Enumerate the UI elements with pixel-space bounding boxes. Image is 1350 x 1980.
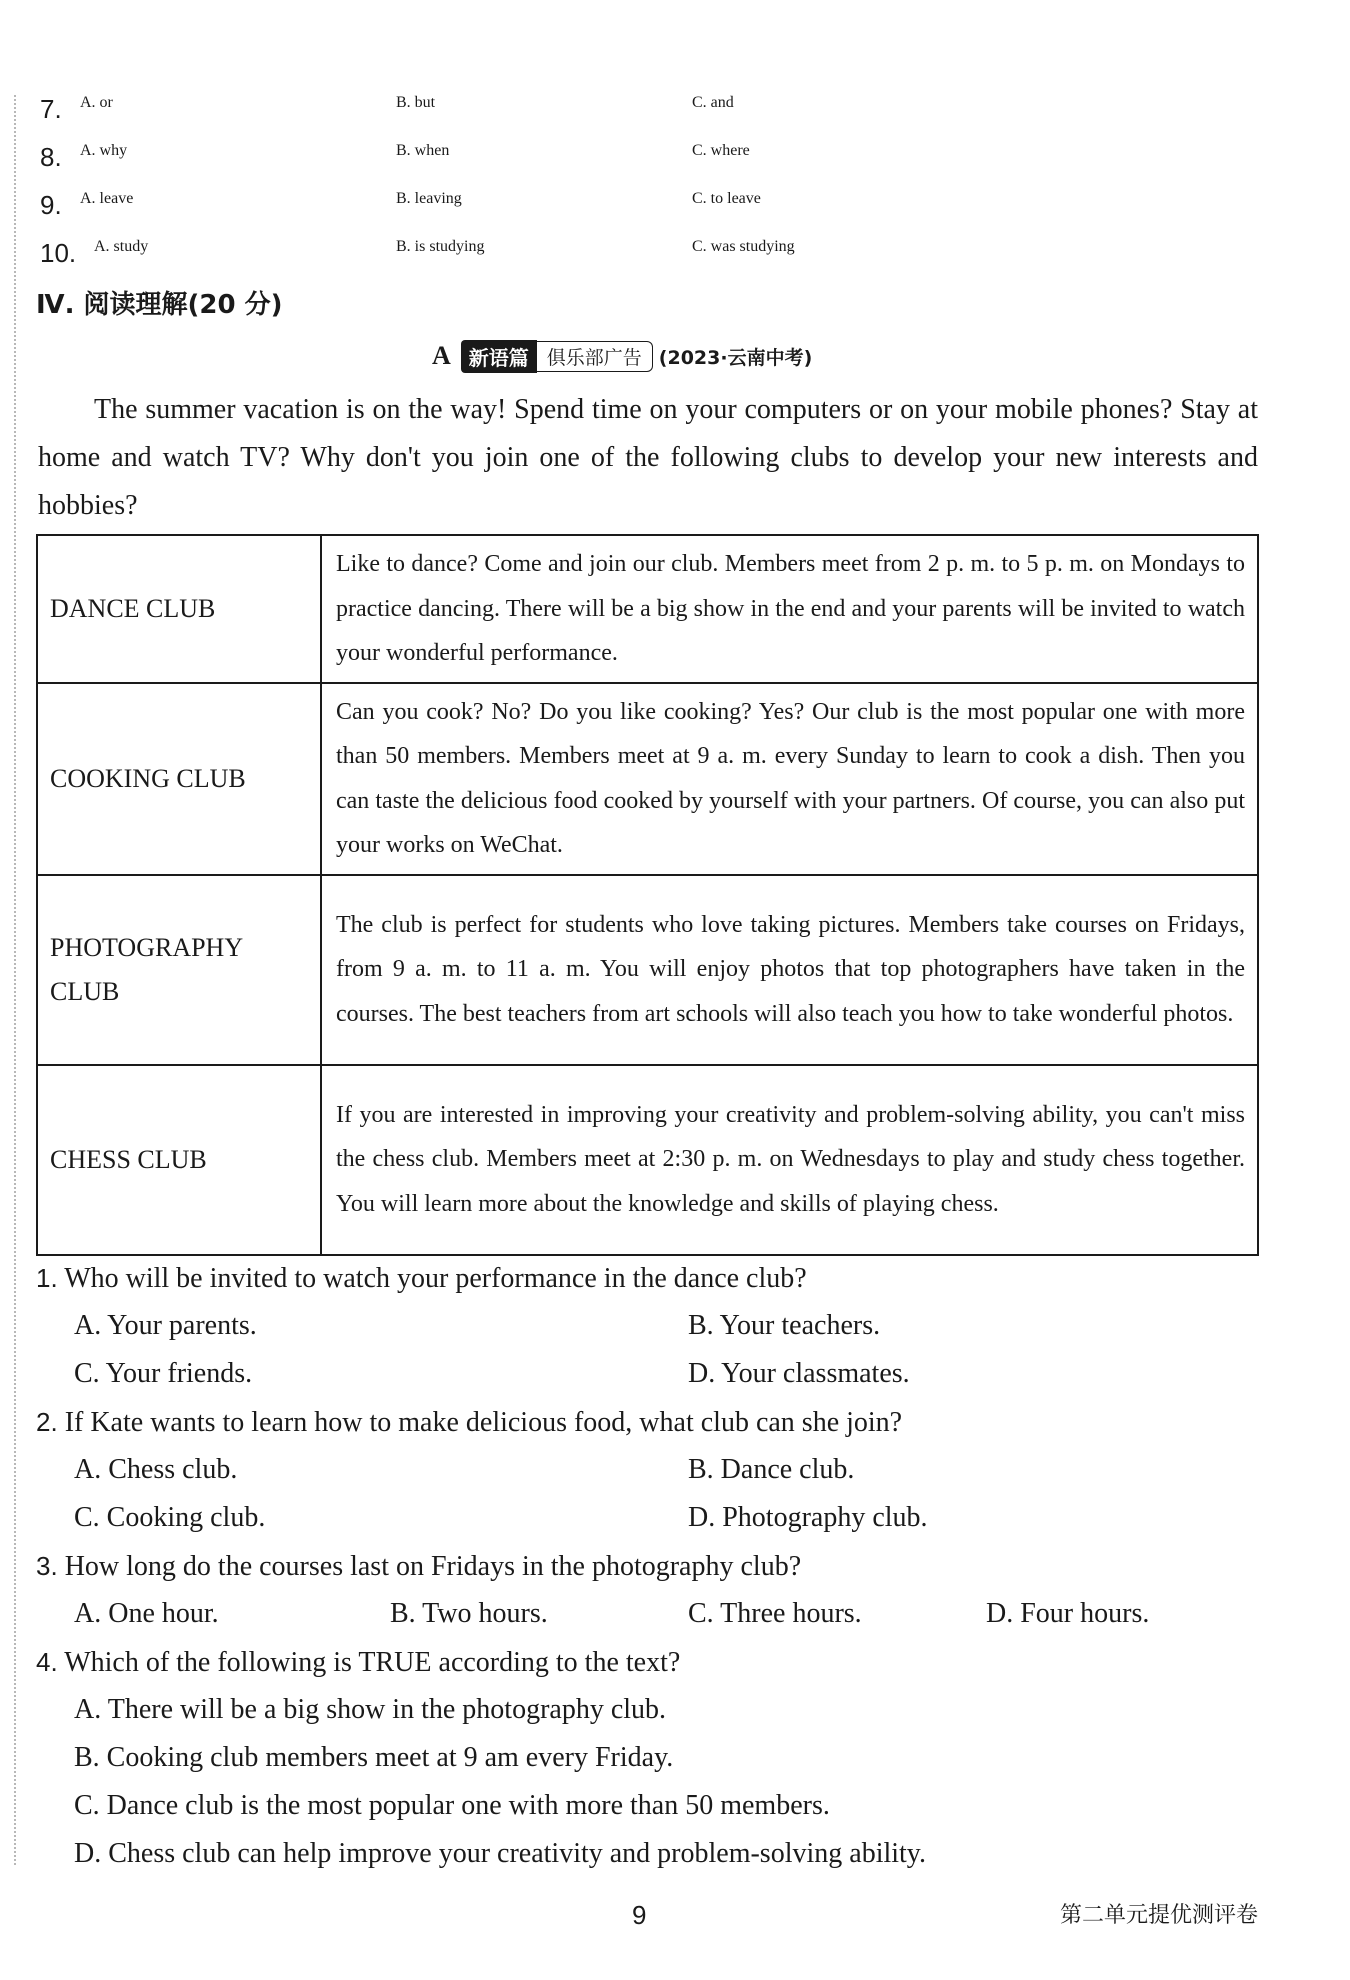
option-c: C. Your friends.	[74, 1358, 253, 1389]
club-name: COOKING CLUB	[37, 683, 321, 875]
table-row	[37, 683, 1258, 875]
question-text: Who will be invited to watch your performance in the dance club?	[64, 1263, 807, 1294]
club-description: Like to dance? Come and join our club. Members meet from 2 p. m. to 5 p. m. on Mondays to practice dancing. There will be a big show in the end and your parents will be invited to watch your wonderful performance.	[321, 535, 1258, 683]
section-heading: Ⅳ. 阅读理解(20 分)	[36, 290, 283, 320]
table-row	[37, 535, 1258, 683]
option-b: B. Dance club.	[688, 1454, 855, 1485]
option-b: B. Two hours.	[390, 1598, 548, 1629]
passage-tag-type: 俱乐部广告	[537, 341, 653, 372]
option-b: B. Cooking club members meet at 9 am every Friday.	[74, 1742, 674, 1773]
option-c: C. was studying	[692, 238, 795, 255]
question-text: If Kate wants to learn how to make delicious food, what club can she join?	[64, 1407, 903, 1438]
option-a: A. Chess club.	[74, 1454, 238, 1485]
club-description: The club is perfect for students who love taking pictures. Members take courses on Fridays, from 9 a. m. to 11 a. m. You will enjoy photos that top photographers have taken in the courses. The best teachers from art schools will also teach you how to take wonderful photos.	[321, 875, 1258, 1065]
question-number: 8.	[40, 142, 62, 172]
option-d: D. Four hours.	[986, 1598, 1150, 1629]
page-number: 9	[632, 1900, 647, 1930]
passage-intro	[38, 386, 1258, 530]
option-d: D. Photography club.	[688, 1502, 928, 1533]
question-number: 10.	[40, 238, 77, 268]
option-c: C. Dance club is the most popular one with more than 50 members.	[74, 1790, 830, 1821]
passage-tag-new: 新语篇	[461, 340, 537, 373]
option-row-9	[40, 190, 1300, 230]
club-description: Can you cook? No? Do you like cooking? Yes? Our club is the most popular one with more than 50 members. Members meet at 9 a. m. every Sunday to learn to cook a dish. Then you can taste the delicious food cooked by yourself with your partners. Of course, you can also put your works on WeChat.	[321, 683, 1258, 875]
margin-dotted-line	[14, 95, 16, 1865]
option-a: A. why	[80, 142, 128, 159]
intro-text: The summer vacation is on the way! Spend time on your computers or on your mobile phones? Stay at home and watch TV? Why don't you join one of the following clubs to develop your new interests and hobbies?	[38, 394, 1258, 521]
option-c: C. Three hours.	[688, 1598, 862, 1629]
question-3	[36, 1546, 801, 1587]
option-b: B. Your teachers.	[688, 1310, 881, 1341]
option-row-7	[40, 94, 1300, 134]
option-a: A. or	[80, 94, 113, 111]
question-number: 4.	[36, 1647, 58, 1677]
option-a: A. One hour.	[74, 1598, 219, 1629]
question-number: 3.	[36, 1551, 58, 1581]
question-1	[36, 1258, 807, 1299]
table-row	[37, 875, 1258, 1065]
question-text: How long do the courses last on Fridays in the photography club?	[64, 1551, 802, 1582]
option-a: A. leave	[80, 190, 134, 207]
clubs-table	[36, 534, 1259, 1256]
table-row	[37, 1065, 1258, 1255]
option-b: B. is studying	[396, 238, 485, 255]
question-2	[36, 1402, 902, 1443]
club-name: CHESS CLUB	[37, 1065, 321, 1255]
option-b: B. but	[396, 94, 436, 111]
club-name: PHOTOGRAPHY CLUB	[37, 875, 321, 1065]
option-row-10	[40, 238, 1300, 278]
question-number: 2.	[36, 1407, 58, 1437]
passage-letter: A	[432, 341, 451, 370]
option-c: C. Cooking club.	[74, 1502, 266, 1533]
option-b: B. when	[396, 142, 450, 159]
question-number: 9.	[40, 190, 62, 220]
option-d: D. Chess club can help improve your creativity and problem-solving ability.	[74, 1838, 926, 1869]
option-d: D. Your classmates.	[688, 1358, 910, 1389]
option-c: C. where	[692, 142, 750, 159]
club-description: If you are interested in improving your creativity and problem-solving ability, you can't miss the chess club. Members meet at 2:30 p. m. on Wednesdays to play and study chess together. You will learn more about the knowledge and skills of playing chess.	[321, 1065, 1258, 1255]
option-a: A. Your parents.	[74, 1310, 257, 1341]
passage-header	[432, 338, 812, 374]
footer-title: 第二单元提优测评卷	[1059, 1903, 1258, 1928]
option-row-8	[40, 142, 1300, 182]
club-name: DANCE CLUB	[37, 535, 321, 683]
passage-source: (2023·云南中考)	[658, 346, 813, 369]
question-text: Which of the following is TRUE according to the text?	[64, 1647, 681, 1678]
option-a: A. study	[94, 238, 149, 255]
question-4	[36, 1642, 680, 1683]
option-a: A. There will be a big show in the photography club.	[74, 1694, 667, 1725]
question-number: 1.	[36, 1263, 58, 1293]
option-c: C. to leave	[692, 190, 761, 207]
option-c: C. and	[692, 94, 734, 111]
option-b: B. leaving	[396, 190, 462, 207]
question-number: 7.	[40, 94, 62, 124]
